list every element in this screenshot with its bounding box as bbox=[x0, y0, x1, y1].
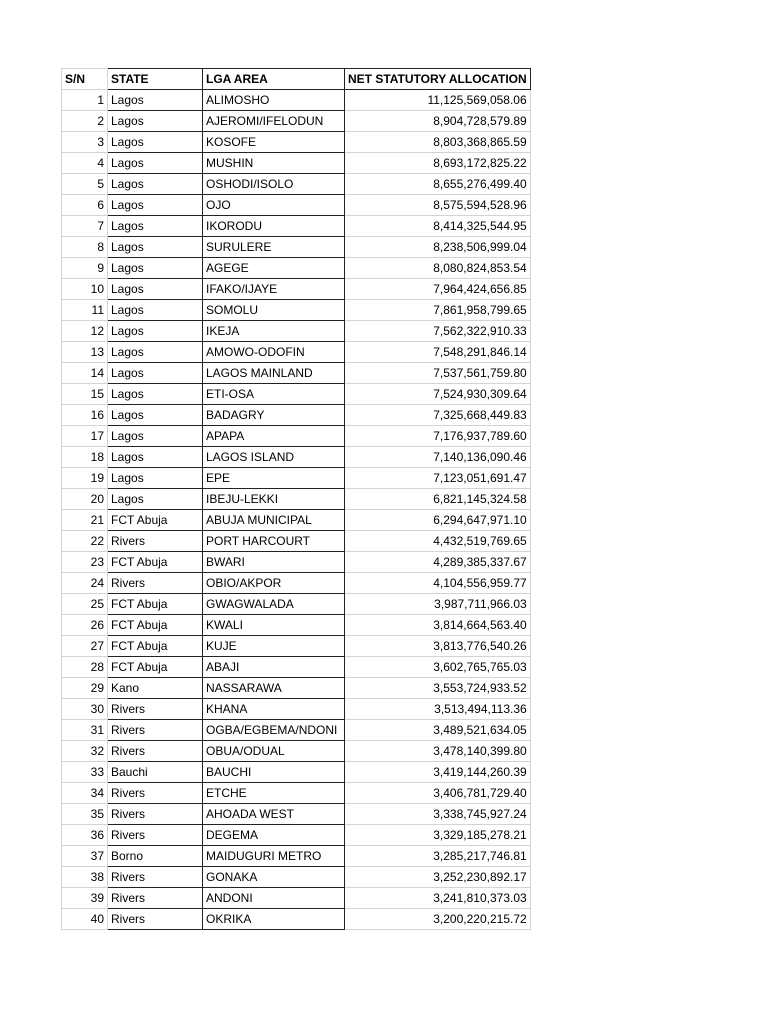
cell-sn: 30 bbox=[62, 699, 108, 720]
cell-lga-area: SOMOLU bbox=[203, 300, 345, 321]
cell-state: Rivers bbox=[108, 741, 203, 762]
cell-state: Lagos bbox=[108, 258, 203, 279]
table-row bbox=[62, 531, 531, 552]
cell-sn: 4 bbox=[62, 153, 108, 174]
table-row bbox=[62, 426, 531, 447]
cell-state: Rivers bbox=[108, 573, 203, 594]
cell-lga-area: AHOADA WEST bbox=[203, 804, 345, 825]
cell-sn: 28 bbox=[62, 657, 108, 678]
cell-lga-area: OJO bbox=[203, 195, 345, 216]
table-row bbox=[62, 846, 531, 867]
cell-allocation: 3,285,217,746.81 bbox=[345, 846, 531, 867]
cell-lga-area: IBEJU-LEKKI bbox=[203, 489, 345, 510]
cell-allocation: 3,200,220,215.72 bbox=[345, 909, 531, 930]
cell-state: Rivers bbox=[108, 909, 203, 930]
cell-sn: 29 bbox=[62, 678, 108, 699]
cell-state: Lagos bbox=[108, 195, 203, 216]
cell-allocation: 8,693,172,825.22 bbox=[345, 153, 531, 174]
cell-allocation: 8,238,506,999.04 bbox=[345, 237, 531, 258]
table-row bbox=[62, 657, 531, 678]
cell-allocation: 7,537,561,759.80 bbox=[345, 363, 531, 384]
cell-allocation: 8,904,728,579.89 bbox=[345, 111, 531, 132]
table-row bbox=[62, 363, 531, 384]
cell-lga-area: GWAGWALADA bbox=[203, 594, 345, 615]
cell-allocation: 11,125,569,058.06 bbox=[345, 90, 531, 111]
cell-sn: 39 bbox=[62, 888, 108, 909]
cell-sn: 26 bbox=[62, 615, 108, 636]
table-row bbox=[62, 909, 531, 930]
cell-state: FCT Abuja bbox=[108, 510, 203, 531]
cell-state: Lagos bbox=[108, 237, 203, 258]
cell-sn: 32 bbox=[62, 741, 108, 762]
cell-state: Lagos bbox=[108, 489, 203, 510]
table-row bbox=[62, 762, 531, 783]
cell-allocation: 3,419,144,260.39 bbox=[345, 762, 531, 783]
cell-sn: 40 bbox=[62, 909, 108, 930]
table-row bbox=[62, 279, 531, 300]
cell-state: Lagos bbox=[108, 363, 203, 384]
cell-state: Lagos bbox=[108, 426, 203, 447]
cell-allocation: 3,329,185,278.21 bbox=[345, 825, 531, 846]
cell-state: Lagos bbox=[108, 90, 203, 111]
cell-lga-area: ETCHE bbox=[203, 783, 345, 804]
table-row bbox=[62, 888, 531, 909]
cell-allocation: 3,813,776,540.26 bbox=[345, 636, 531, 657]
allocation-table bbox=[61, 68, 531, 930]
cell-allocation: 3,987,711,966.03 bbox=[345, 594, 531, 615]
cell-state: Lagos bbox=[108, 216, 203, 237]
cell-state: Rivers bbox=[108, 867, 203, 888]
table-row bbox=[62, 258, 531, 279]
cell-sn: 6 bbox=[62, 195, 108, 216]
cell-lga-area: OSHODI/ISOLO bbox=[203, 174, 345, 195]
table-row bbox=[62, 699, 531, 720]
table-row bbox=[62, 153, 531, 174]
cell-sn: 14 bbox=[62, 363, 108, 384]
cell-lga-area: EPE bbox=[203, 468, 345, 489]
cell-sn: 18 bbox=[62, 447, 108, 468]
cell-sn: 15 bbox=[62, 384, 108, 405]
cell-lga-area: DEGEMA bbox=[203, 825, 345, 846]
cell-lga-area: BAUCHI bbox=[203, 762, 345, 783]
cell-allocation: 4,289,385,337.67 bbox=[345, 552, 531, 573]
cell-sn: 7 bbox=[62, 216, 108, 237]
cell-state: Lagos bbox=[108, 111, 203, 132]
cell-allocation: 8,575,594,528.96 bbox=[345, 195, 531, 216]
cell-state: Lagos bbox=[108, 132, 203, 153]
cell-allocation: 3,602,765,765.03 bbox=[345, 657, 531, 678]
cell-allocation: 7,325,668,449.83 bbox=[345, 405, 531, 426]
cell-sn: 22 bbox=[62, 531, 108, 552]
table-row bbox=[62, 552, 531, 573]
header-state: STATE bbox=[108, 69, 203, 90]
cell-state: Lagos bbox=[108, 447, 203, 468]
table-row bbox=[62, 741, 531, 762]
cell-sn: 2 bbox=[62, 111, 108, 132]
cell-sn: 10 bbox=[62, 279, 108, 300]
cell-lga-area: ABUJA MUNICIPAL bbox=[203, 510, 345, 531]
cell-lga-area: KOSOFE bbox=[203, 132, 345, 153]
cell-lga-area: LAGOS MAINLAND bbox=[203, 363, 345, 384]
cell-lga-area: LAGOS ISLAND bbox=[203, 447, 345, 468]
table-row bbox=[62, 594, 531, 615]
table-row bbox=[62, 111, 531, 132]
cell-allocation: 3,553,724,933.52 bbox=[345, 678, 531, 699]
header-net-statutory-allocation: NET STATUTORY ALLOCATION bbox=[345, 69, 531, 90]
cell-allocation: 3,814,664,563.40 bbox=[345, 615, 531, 636]
cell-allocation: 7,562,322,910.33 bbox=[345, 321, 531, 342]
cell-lga-area: KHANA bbox=[203, 699, 345, 720]
spreadsheet-page bbox=[61, 68, 531, 930]
cell-sn: 8 bbox=[62, 237, 108, 258]
cell-lga-area: SURULERE bbox=[203, 237, 345, 258]
cell-lga-area: KUJE bbox=[203, 636, 345, 657]
cell-allocation: 8,655,276,499.40 bbox=[345, 174, 531, 195]
cell-state: Lagos bbox=[108, 342, 203, 363]
cell-lga-area: MUSHIN bbox=[203, 153, 345, 174]
cell-sn: 34 bbox=[62, 783, 108, 804]
cell-state: Lagos bbox=[108, 279, 203, 300]
cell-state: Lagos bbox=[108, 468, 203, 489]
cell-allocation: 8,080,824,853.54 bbox=[345, 258, 531, 279]
table-row bbox=[62, 867, 531, 888]
cell-lga-area: OBIO/AKPOR bbox=[203, 573, 345, 594]
cell-allocation: 3,478,140,399.80 bbox=[345, 741, 531, 762]
cell-sn: 36 bbox=[62, 825, 108, 846]
cell-sn: 3 bbox=[62, 132, 108, 153]
cell-lga-area: BWARI bbox=[203, 552, 345, 573]
cell-lga-area: ETI-OSA bbox=[203, 384, 345, 405]
cell-allocation: 7,861,958,799.65 bbox=[345, 300, 531, 321]
cell-allocation: 3,489,521,634.05 bbox=[345, 720, 531, 741]
cell-sn: 38 bbox=[62, 867, 108, 888]
cell-allocation: 3,406,781,729.40 bbox=[345, 783, 531, 804]
cell-allocation: 3,513,494,113.36 bbox=[345, 699, 531, 720]
cell-sn: 1 bbox=[62, 90, 108, 111]
cell-state: Rivers bbox=[108, 720, 203, 741]
cell-state: Rivers bbox=[108, 699, 203, 720]
cell-sn: 17 bbox=[62, 426, 108, 447]
cell-lga-area: KWALI bbox=[203, 615, 345, 636]
table-row bbox=[62, 384, 531, 405]
cell-allocation: 6,821,145,324.58 bbox=[345, 489, 531, 510]
table-row bbox=[62, 174, 531, 195]
cell-lga-area: ABAJI bbox=[203, 657, 345, 678]
cell-allocation: 3,241,810,373.03 bbox=[345, 888, 531, 909]
cell-sn: 31 bbox=[62, 720, 108, 741]
cell-allocation: 7,964,424,656.85 bbox=[345, 279, 531, 300]
cell-sn: 19 bbox=[62, 468, 108, 489]
cell-lga-area: AMOWO-ODOFIN bbox=[203, 342, 345, 363]
cell-state: Kano bbox=[108, 678, 203, 699]
table-row bbox=[62, 90, 531, 111]
cell-sn: 5 bbox=[62, 174, 108, 195]
cell-lga-area: OKRIKA bbox=[203, 909, 345, 930]
table-row bbox=[62, 783, 531, 804]
cell-lga-area: IKEJA bbox=[203, 321, 345, 342]
cell-lga-area: IFAKO/IJAYE bbox=[203, 279, 345, 300]
cell-state: Lagos bbox=[108, 321, 203, 342]
cell-lga-area: NASSARAWA bbox=[203, 678, 345, 699]
cell-allocation: 7,140,136,090.46 bbox=[345, 447, 531, 468]
cell-allocation: 7,123,051,691.47 bbox=[345, 468, 531, 489]
cell-lga-area: IKORODU bbox=[203, 216, 345, 237]
cell-lga-area: AGEGE bbox=[203, 258, 345, 279]
cell-lga-area: PORT HARCOURT bbox=[203, 531, 345, 552]
cell-allocation: 3,338,745,927.24 bbox=[345, 804, 531, 825]
cell-sn: 25 bbox=[62, 594, 108, 615]
table-row bbox=[62, 132, 531, 153]
cell-state: FCT Abuja bbox=[108, 615, 203, 636]
table-body bbox=[62, 90, 531, 930]
cell-state: Lagos bbox=[108, 174, 203, 195]
cell-allocation: 3,252,230,892.17 bbox=[345, 867, 531, 888]
cell-state: Rivers bbox=[108, 888, 203, 909]
cell-allocation: 4,432,519,769.65 bbox=[345, 531, 531, 552]
cell-allocation: 4,104,556,959.77 bbox=[345, 573, 531, 594]
table-row bbox=[62, 237, 531, 258]
cell-sn: 37 bbox=[62, 846, 108, 867]
table-row bbox=[62, 468, 531, 489]
cell-allocation: 7,548,291,846.14 bbox=[345, 342, 531, 363]
cell-sn: 33 bbox=[62, 762, 108, 783]
table-row bbox=[62, 342, 531, 363]
table-row bbox=[62, 573, 531, 594]
table-row bbox=[62, 825, 531, 846]
cell-state: Lagos bbox=[108, 405, 203, 426]
cell-sn: 13 bbox=[62, 342, 108, 363]
cell-lga-area: GONAKA bbox=[203, 867, 345, 888]
cell-allocation: 8,414,325,544.95 bbox=[345, 216, 531, 237]
table-row bbox=[62, 195, 531, 216]
table-row bbox=[62, 447, 531, 468]
table-row bbox=[62, 300, 531, 321]
cell-state: Rivers bbox=[108, 783, 203, 804]
cell-state: Rivers bbox=[108, 825, 203, 846]
cell-lga-area: MAIDUGURI METRO bbox=[203, 846, 345, 867]
table-row bbox=[62, 615, 531, 636]
cell-state: FCT Abuja bbox=[108, 594, 203, 615]
cell-allocation: 8,803,368,865.59 bbox=[345, 132, 531, 153]
cell-sn: 35 bbox=[62, 804, 108, 825]
cell-state: FCT Abuja bbox=[108, 552, 203, 573]
cell-sn: 11 bbox=[62, 300, 108, 321]
cell-sn: 21 bbox=[62, 510, 108, 531]
cell-lga-area: ALIMOSHO bbox=[203, 90, 345, 111]
cell-state: Rivers bbox=[108, 804, 203, 825]
table-row bbox=[62, 321, 531, 342]
table-row bbox=[62, 510, 531, 531]
table-row bbox=[62, 405, 531, 426]
table-row bbox=[62, 216, 531, 237]
cell-lga-area: APAPA bbox=[203, 426, 345, 447]
cell-sn: 9 bbox=[62, 258, 108, 279]
cell-state: Borno bbox=[108, 846, 203, 867]
table-row bbox=[62, 489, 531, 510]
cell-sn: 20 bbox=[62, 489, 108, 510]
header-lga-area: LGA AREA bbox=[203, 69, 345, 90]
cell-sn: 16 bbox=[62, 405, 108, 426]
table-row bbox=[62, 636, 531, 657]
cell-lga-area: OGBA/EGBEMA/NDONI bbox=[203, 720, 345, 741]
table-row bbox=[62, 720, 531, 741]
cell-state: FCT Abuja bbox=[108, 636, 203, 657]
cell-state: Lagos bbox=[108, 300, 203, 321]
header-row bbox=[62, 69, 531, 90]
table-row bbox=[62, 678, 531, 699]
cell-lga-area: AJEROMI/IFELODUN bbox=[203, 111, 345, 132]
cell-sn: 12 bbox=[62, 321, 108, 342]
header-sn: S/N bbox=[62, 69, 108, 90]
cell-sn: 27 bbox=[62, 636, 108, 657]
table-row bbox=[62, 804, 531, 825]
cell-state: FCT Abuja bbox=[108, 657, 203, 678]
cell-lga-area: OBUA/ODUAL bbox=[203, 741, 345, 762]
cell-allocation: 6,294,647,971.10 bbox=[345, 510, 531, 531]
cell-sn: 24 bbox=[62, 573, 108, 594]
cell-lga-area: ANDONI bbox=[203, 888, 345, 909]
cell-state: Bauchi bbox=[108, 762, 203, 783]
cell-state: Lagos bbox=[108, 384, 203, 405]
cell-state: Lagos bbox=[108, 153, 203, 174]
cell-allocation: 7,176,937,789.60 bbox=[345, 426, 531, 447]
cell-state: Rivers bbox=[108, 531, 203, 552]
cell-allocation: 7,524,930,309.64 bbox=[345, 384, 531, 405]
cell-sn: 23 bbox=[62, 552, 108, 573]
cell-lga-area: BADAGRY bbox=[203, 405, 345, 426]
